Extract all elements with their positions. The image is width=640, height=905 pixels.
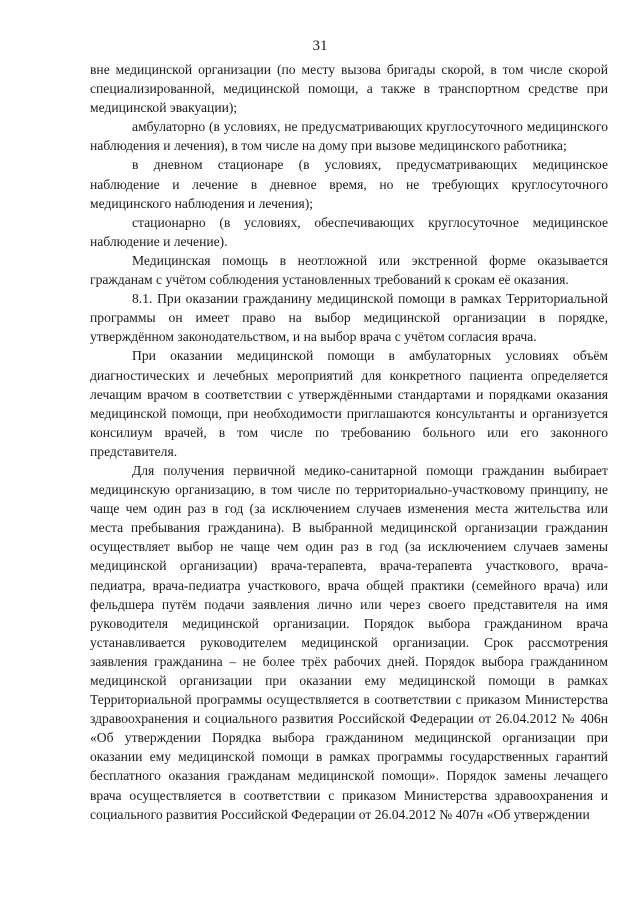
paragraph: Для получения первичной медико-санитарной помощи гражданин выбирает медицинскую организацию, в том числе по территориально-участковому принципу, не чаще чем один раз в год (за исключением случаев изменения места жительства или места пребывания гражданина). В выбранной медицинской организации гражданин осуществляет выбор не чаще чем один раз в год (за исключением случаев замены медицинской организации) врача-терапевта, врача-терапевта участкового, врача-педиатра, врача-педиатра участкового, врача общей практики (семейного врача) или фельдшера путём подачи заявления лично или через своего представителя на имя руководителя медицинской организации. Порядок выбора гражданином врача устанавливается руководителем медицинской организации. Срок рассмотрения заявления гражданина – не более трёх рабочих дней. Порядок выбора гражданином медицинской организации при оказании ему медицинской помощи в рамках Территориальной программы осуществляется в соответствии с приказом Министерства здравоохранения и социального развития Российской Федерации от 26.04.2012 № 406н «Об утверждении Порядка выбора гражданином медицинской организации при оказании ему медицинской помощи в рамках программы государственных гарантий бесплатного оказания гражданам медицинской помощи». Порядок замены лечащего врача осуществляется в соответствии с приказом Министерства здравоохранения и социального развития Российской Федерации от 26.04.2012 № 407н «Об утверждении bbox=[90, 462, 608, 822]
document-body bbox=[90, 60, 608, 824]
paragraph: амбулаторно (в условиях, не предусматривающих круглосуточного медицинского наблюдения и лечения), в том числе на дому при вызове медицинского работника; bbox=[90, 119, 608, 154]
page-number: 31 bbox=[312, 38, 328, 54]
paragraph-section-8-1: 8.1. При оказании гражданину медицинской помощи в рамках Территориальной программы он имеет право на выбор медицинской организации в порядке, утверждённом законодательством, и на выбор врача с учётом согласия врача. bbox=[90, 291, 608, 345]
paragraph: Медицинская помощь в неотложной или экстренной форме оказывается гражданам с учётом соблюдения установленных требований к срокам её оказания. bbox=[90, 252, 608, 288]
paragraph: в дневном стационаре (в условиях, предусматривающих медицинское наблюдение и лечение в дневное время, но не требующих круглосуточного медицинского наблюдения и лечения); bbox=[90, 157, 608, 211]
paragraph: стационарно (в условиях, обеспечивающих круглосуточное медицинское наблюдение и лечение). bbox=[90, 214, 608, 249]
paragraph-continuation: вне медицинской организации (по месту вызова бригады скорой, в том числе скорой специализированной, медицинской помощи, а также в транспортном средстве при медицинской эвакуации); bbox=[90, 62, 608, 116]
paragraph: При оказании медицинской помощи в амбулаторных условиях объём диагностических и лечебных мероприятий для конкретного пациента определяется лечащим врачом в соответствии с утверждёнными стандартами и порядками оказания медицинской помощи, при необходимости приглашаются консультанты и организуется консилиум врачей, в том числе по требованию больного или его законного представителя. bbox=[90, 348, 608, 459]
